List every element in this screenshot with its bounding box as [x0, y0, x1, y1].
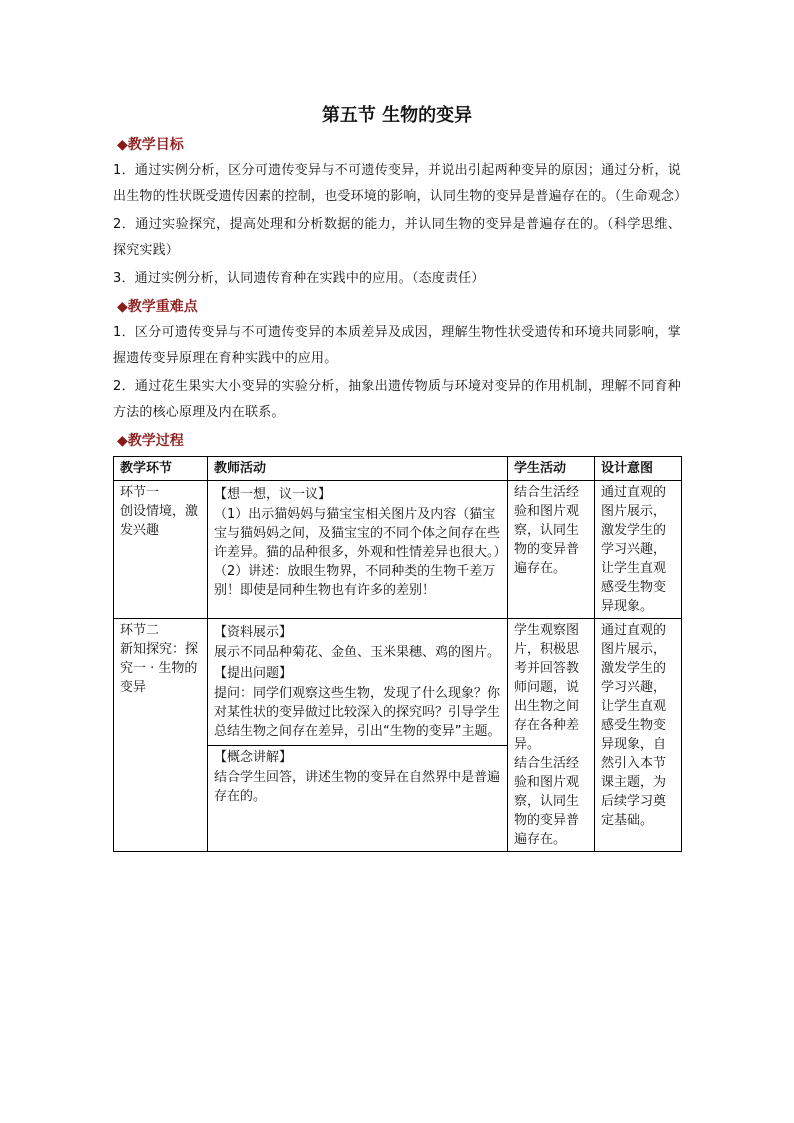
- block-text: 结合学生回答，讲述生物的变异在自然界中是普遍存在的。: [214, 770, 501, 804]
- stage-cell: 环节二 新知探究：探究一 · 生物的变异: [114, 619, 208, 852]
- block-text: 展示不同品种菊花、金鱼、玉米果穗、鸡的图片。: [214, 645, 501, 660]
- intent-cell: 通过直观的图片展示，激发学生的学习兴趣，让学生直观感受生物变异现象。: [595, 481, 682, 619]
- section-heading-process: ◆教学过程: [117, 433, 184, 449]
- block-text: 提问：同学们观察这些生物，发现了什么现象？你对某性状的变异做过比较深入的探究吗？引导学生总结生物之间存在差异，引出“生物的变异”主题。: [214, 686, 501, 739]
- table-header-row: [114, 457, 682, 481]
- stage-cell: 环节一 创设情境，激发兴趣: [114, 481, 208, 619]
- table-row: [114, 619, 682, 852]
- header-intent: 设计意图: [595, 457, 682, 481]
- teacher-cell: [208, 481, 508, 619]
- teacher-cell: [208, 619, 508, 852]
- header-teacher: 教师活动: [208, 457, 508, 481]
- block-text: （1）出示猫妈妈与猫宝宝相关图片及内容（猫宝宝与猫妈妈之间，及猫宝宝的不同个体之间存在些许差异。猫的品种很多，外观和性情差异也很大。）: [214, 507, 507, 560]
- key-point-item-2: 2．通过花生果实大小变异的实验分析，抽象出遗传物质与环境对变异的作用机制，理解不同育种方法的核心原理及内在联系。: [113, 379, 681, 420]
- teacher-block: [208, 623, 507, 746]
- student-cell: 结合生活经验和图片观察，认同生物的变异普遍存在。: [508, 481, 595, 619]
- section-heading-goals: ◆教学目标: [117, 137, 184, 153]
- block-title: 【想一想，议一议】: [214, 487, 332, 502]
- block-text: （2）讲述：放眼生物界，不同种类的生物千差万别！即使是同种生物也有许多的差别！: [214, 564, 496, 598]
- section-heading-key-points: ◆教学重难点: [117, 299, 198, 315]
- document-page: [113, 100, 688, 852]
- goal-item-1: 1．通过实例分析，区分可遗传变异与不可遗传变异，并说出引起两种变异的原因；通过分析，说出生物的性状既受遗传因素的控制，也受环境的影响，认同生物的变异是普遍存在的。（生命观念）: [113, 163, 688, 204]
- block-title: 【提出问题】: [214, 666, 293, 681]
- teacher-block: [208, 748, 507, 832]
- goal-item-3: 3．通过实例分析，认同遗传育种在实践中的应用。（态度责任）: [113, 271, 485, 286]
- block-title: 【资料展示】: [214, 625, 293, 640]
- student-cell: 学生观察图片，积极思考并回答教师问题，说出生物之间存在各种差异。 结合生活经验和图片观察，认同生物的变异普遍存在。: [508, 619, 595, 852]
- teacher-block: [208, 485, 507, 604]
- header-stage: 教学环节: [114, 457, 208, 481]
- goal-item-2: 2．通过实验探究，提高处理和分析数据的能力，并认同生物的变异是普遍存在的。（科学思维、探究实践）: [113, 217, 681, 258]
- intent-cell: 通过直观的图片展示，激发学生的学习兴趣，让学生直观感受生物变异现象，自然引入本节课主题，为后续学习奠定基础。: [595, 619, 682, 852]
- key-point-item-1: 1．区分可遗传变异与不可遗传变异的本质差异及成因，理解生物性状受遗传和环境共同影响，掌握遗传变异原理在育种实践中的应用。: [113, 325, 681, 366]
- block-title: 【概念讲解】: [214, 750, 293, 765]
- header-student: 学生活动: [508, 457, 595, 481]
- process-table: [113, 456, 682, 852]
- table-row: [114, 481, 682, 619]
- page-title: 第五节 生物的变异: [321, 105, 473, 126]
